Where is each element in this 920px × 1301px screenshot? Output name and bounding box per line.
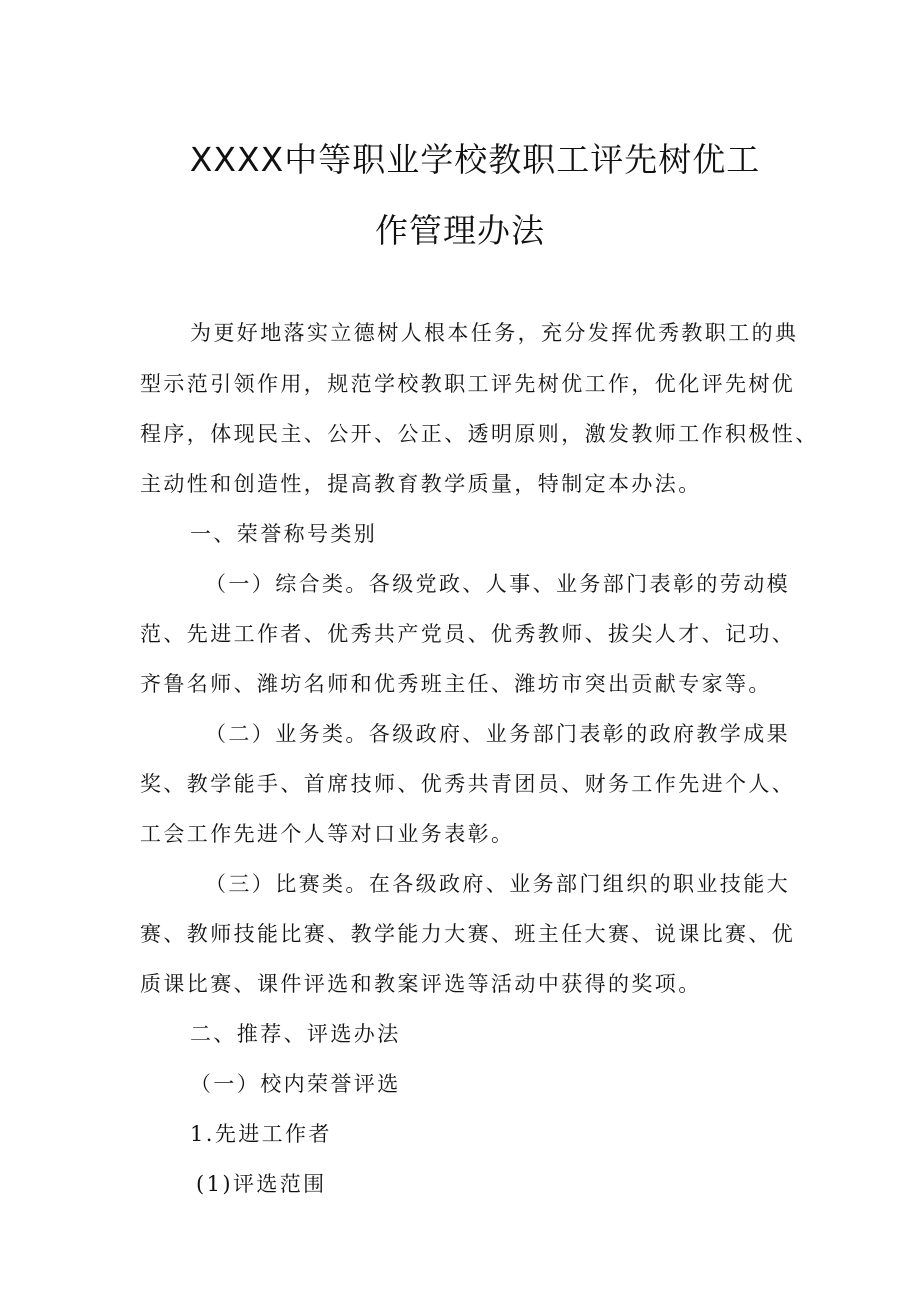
subsection-heading-1: （一）校内荣誉评选 — [190, 1072, 401, 1096]
item-competition-line-2: 赛、教师技能比赛、教学能力大赛、班主任大赛、说课比赛、优 — [140, 922, 796, 946]
item-competition-line-1: （三）比赛类。在各级政府、业务部门组织的职业技能大 — [205, 872, 790, 896]
document-title-line-2: 作管理办法 — [375, 211, 545, 250]
paragraph-intro-line-1: 为更好地落实立德树人根本任务，充分发挥优秀教职工的典 — [190, 321, 799, 345]
paragraph-intro-line-4: 主动性和创造性，提高教育教学质量，特制定本办法。 — [140, 472, 702, 496]
item-comprehensive-line-1: （一）综合类。各级党政、人事、业务部门表彰的劳动模 — [205, 572, 790, 596]
item-business-line-2: 奖、教学能手、首席技师、优秀共青团员、财务工作先进个人、 — [140, 772, 796, 796]
subsection-item-1: 1.先进工作者 — [190, 1122, 332, 1146]
paragraph-intro-line-2: 型示范引领作用，规范学校教职工评先树优工作，优化评先树优 — [140, 372, 796, 396]
item-business-line-3: 工会工作先进个人等对口业务表彰。 — [140, 822, 515, 846]
item-comprehensive-line-2: 范、先进工作者、优秀共产党员、优秀教师、拔尖人才、记功、 — [140, 622, 796, 646]
item-comprehensive-line-3: 齐鲁名师、潍坊名师和优秀班主任、潍坊市突出贡献专家等。 — [140, 672, 772, 696]
subsection-subitem-1: (1)评选范围 — [196, 1172, 327, 1196]
section-heading-2: 二、推荐、评选办法 — [190, 1022, 401, 1046]
paragraph-intro-line-3: 程序，体现民主、公开、公正、透明原则，激发教师工作积极性、 — [140, 422, 819, 446]
document-title-line-1: XXXX中等职业学校教职工评先树优工 — [189, 140, 761, 179]
section-heading-1: 一、荣誉称号类别 — [190, 522, 378, 546]
item-business-line-1: （二）业务类。各级政府、业务部门表彰的政府教学成果 — [205, 722, 790, 746]
item-competition-line-3: 质课比赛、课件评选和教案评选等活动中获得的奖项。 — [140, 972, 702, 996]
